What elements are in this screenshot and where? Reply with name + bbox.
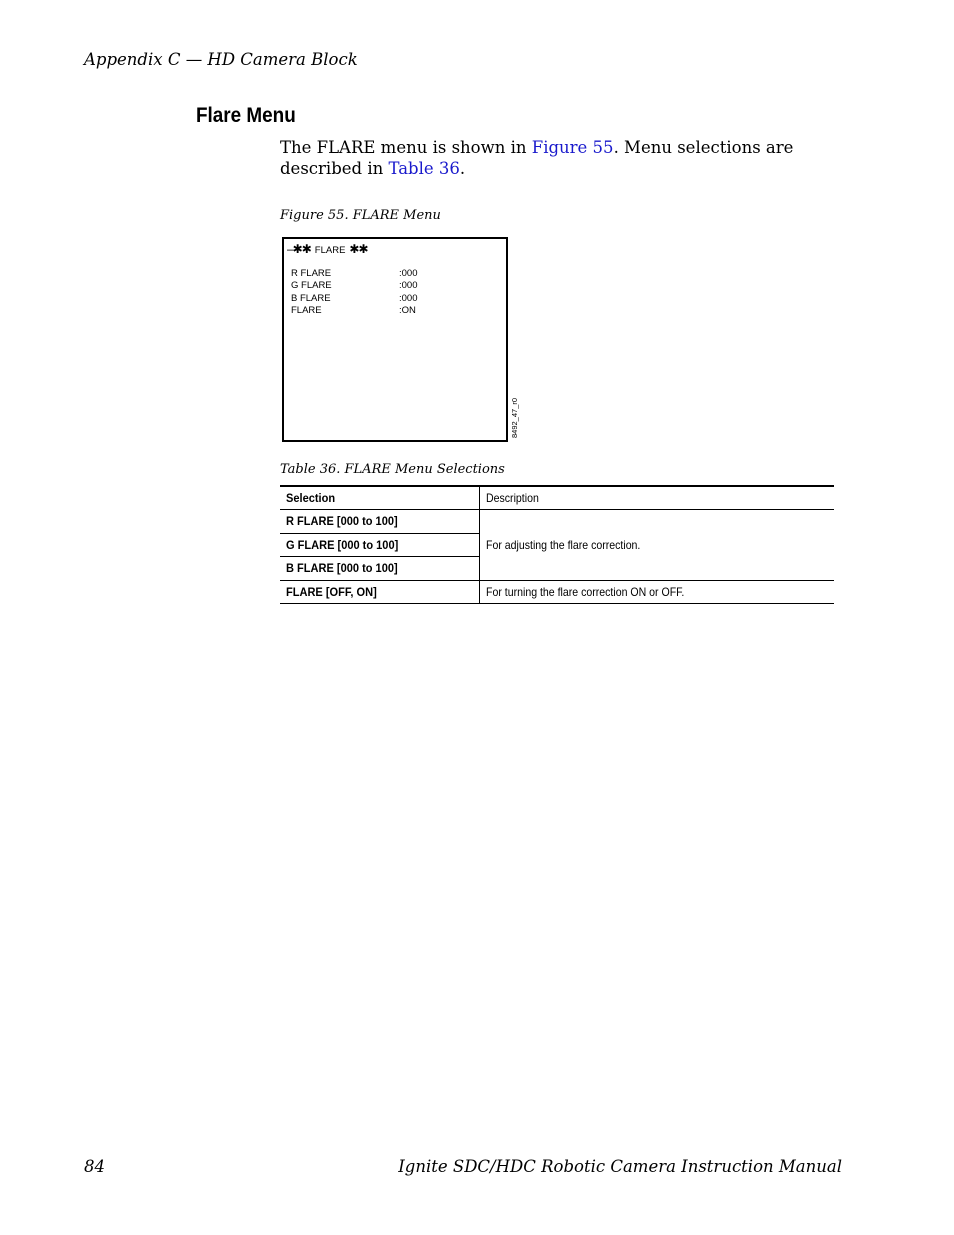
table-36-link[interactable]: Table 36 (388, 159, 460, 178)
menu-title-suffix: ✱✱ (349, 242, 368, 256)
menu-row (291, 268, 418, 280)
menu-row-label: B FLARE (291, 292, 331, 304)
menu-row-value: :000 (399, 292, 418, 304)
menu-title-text: FLARE (314, 245, 346, 256)
selection-cell: R FLARE [000 to 100] (280, 510, 480, 534)
header-selection: Selection (280, 486, 480, 510)
description-cell: For turning the flare correction ON or OFF. (480, 580, 835, 604)
flare-menu-screen (282, 237, 508, 442)
intro-text-2: . Menu selections are described in (280, 138, 794, 178)
menu-row (291, 280, 418, 292)
menu-row-value: :000 (399, 268, 418, 279)
figure-55-link[interactable]: Figure 55 (531, 138, 614, 157)
table-caption: Table 36. FLARE Menu Selections (280, 462, 505, 477)
selection-cell: B FLARE [000 to 100] (280, 557, 480, 581)
flare-selections-table (280, 485, 834, 604)
menu-row-label: FLARE (291, 305, 322, 317)
selection-cell: FLARE [OFF, ON] (280, 580, 480, 604)
menu-rows (291, 268, 418, 318)
menu-row-value: :000 (399, 280, 418, 292)
manual-title: Ignite SDC/HDC Robotic Camera Instruction Manual (398, 1157, 842, 1176)
table-header-row (280, 486, 834, 510)
menu-title (287, 242, 368, 256)
figure-caption: Figure 55. FLARE Menu (280, 208, 441, 223)
table-row (280, 510, 834, 534)
section-heading: Flare Menu (196, 104, 296, 127)
header-description: Description (480, 486, 835, 510)
menu-row (291, 305, 418, 317)
intro-text-3: . (459, 159, 466, 178)
figure-id: 8492_47_r0 (510, 397, 519, 438)
intro-text-1: The FLARE menu is shown in (280, 138, 532, 157)
menu-title-prefix: –✱✱ (287, 242, 311, 256)
menu-row-value: :ON (399, 305, 416, 317)
table-row (280, 580, 834, 604)
menu-row-label: R FLARE (291, 268, 332, 279)
menu-row (291, 293, 418, 305)
menu-row-label: G FLARE (291, 280, 332, 292)
selection-cell: G FLARE [000 to 100] (280, 533, 480, 557)
page-number: 84 (84, 1157, 105, 1176)
running-header: Appendix C — HD Camera Block (84, 50, 358, 69)
description-cell: For adjusting the flare correction. (480, 510, 835, 581)
intro-paragraph (280, 137, 850, 179)
